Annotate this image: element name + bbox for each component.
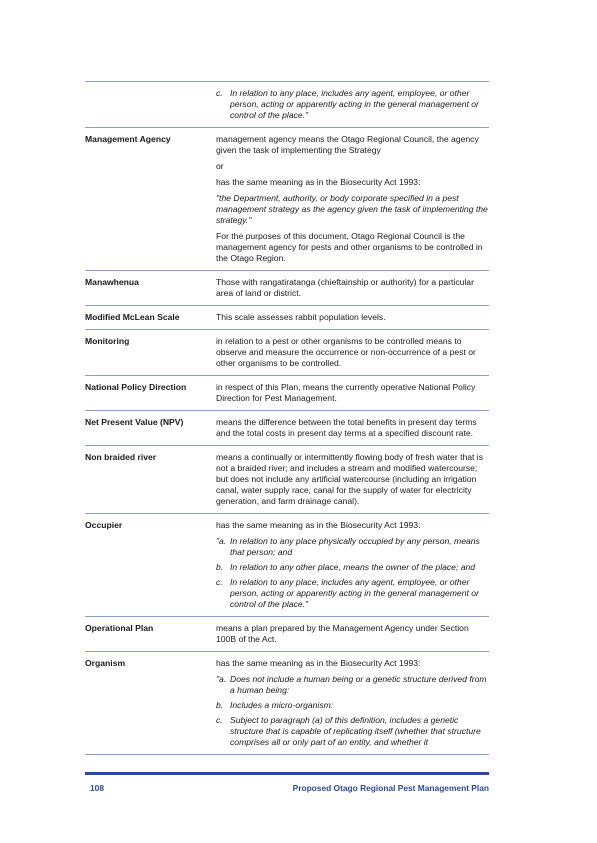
list-marker: "a. — [216, 674, 227, 684]
document-title: Proposed Otago Regional Pest Management Plan — [292, 783, 489, 793]
definition-row — [85, 513, 489, 616]
definition-row — [85, 329, 489, 375]
definition-row — [85, 81, 489, 127]
definition-text — [216, 658, 489, 748]
definition-term — [85, 88, 216, 121]
paragraph: means a continually or intermittently flowing body of fresh water that is not a braided river; and includes a stream and modified watercourse; but does not include any artificial watercourse (including an irrigation canal, water supply race, canal for the supply of water for electricity generation, and farm drainage canal). — [216, 452, 484, 506]
paragraph: management agency means the Otago Regional Council, the agency given the task of implementing the Strategy — [216, 134, 479, 155]
list-item-text: In relation to any other place, means the owner of the place; and — [230, 562, 476, 572]
definition-term: Monitoring — [85, 336, 130, 346]
list-item — [216, 562, 489, 573]
list-item-text: In relation to any place physically occupied by any person, means that person; and — [230, 536, 480, 557]
paragraph: This scale assesses rabbit population levels. — [216, 312, 386, 322]
definition-term: Management Agency — [85, 134, 171, 144]
list-item-text: In relation to any place, includes any agent, employee, or other person, acting or apparently acting in the general management or control of the place." — [230, 577, 479, 609]
paragraph: means a plan prepared by the Management Agency under Section 100B of the Act. — [216, 623, 469, 644]
list-marker: b. — [216, 700, 224, 710]
definition-term: Occupier — [85, 520, 123, 530]
definition-text — [216, 452, 489, 507]
list-item-text: In relation to any place, includes any agent, employee, or other person, acting or apparently acting in the general management or control of the place." — [230, 88, 479, 120]
list-item — [216, 88, 489, 121]
definition-term: Organism — [85, 658, 126, 668]
footer-rule — [85, 772, 489, 775]
definition-text — [216, 417, 489, 439]
page-number: 108 — [90, 783, 104, 793]
definition-text — [216, 277, 489, 299]
paragraph: has the same meaning as in the Biosecurity Act 1993: — [216, 520, 421, 530]
definition-term: Non braided river — [85, 452, 157, 462]
definition-term: Net Present Value (NPV) — [85, 417, 184, 427]
list-marker: c. — [216, 715, 223, 725]
paragraph: means the difference between the total benefits in present day terms and the total costs in present day terms at a specified discount rate. — [216, 417, 477, 438]
definition-text — [216, 336, 489, 369]
definition-term: National Policy Direction — [85, 382, 187, 392]
definition-row — [85, 445, 489, 513]
list-marker: c. — [216, 577, 223, 587]
list-marker: b. — [216, 562, 224, 572]
paragraph: Those with rangatiratanga (chieftainship or authority) for a particular area of land or district. — [216, 277, 474, 298]
definition-term: Modified McLean Scale — [85, 312, 180, 322]
definitions-table — [85, 81, 489, 755]
definition-text — [216, 520, 489, 610]
paragraph: has the same meaning as in the Biosecurity Act 1993: — [216, 658, 421, 668]
list-item — [216, 536, 489, 558]
list-item-text: Subject to paragraph (a) of this definition, includes a genetic structure that is capable of replicating itself (whether that structure comprises all or only part of an entity, and whether it — [230, 715, 481, 747]
definition-term: Manawhenua — [85, 277, 139, 287]
definition-row — [85, 127, 489, 270]
paragraph: in relation to a pest or other organisms to be controlled means to observe and measure the occurrence or non-occurrence of a pest or other organisms to be controlled. — [216, 336, 476, 368]
paragraph: or — [216, 161, 224, 171]
definition-row — [85, 375, 489, 410]
definition-text — [216, 382, 489, 404]
paragraph: in respect of this Plan, means the currently operative National Policy Direction for Pest Management. — [216, 382, 476, 403]
definition-text — [216, 312, 489, 323]
definition-text — [216, 88, 489, 121]
list-item — [216, 700, 489, 711]
paragraph: For the purposes of this document, Otago Regional Council is the management agency for pests and other organisms to be controlled in the Otago Region. — [216, 231, 483, 263]
definition-text — [216, 623, 489, 645]
definition-text — [216, 134, 489, 264]
definition-row — [85, 270, 489, 305]
definition-row — [85, 651, 489, 755]
list-item-text: Includes a micro-organism: — [230, 700, 334, 710]
paragraph: has the same meaning as in the Biosecurity Act 1993: — [216, 177, 421, 187]
definition-row — [85, 616, 489, 651]
paragraph: "the Department, authority, or body corporate specified in a pest management strategy as the agency given the task of implementing the strategy." — [216, 193, 488, 225]
list-item — [216, 577, 489, 610]
list-item-text: Does not include a human being or a genetic structure derived from a human being: — [230, 674, 487, 695]
list-item — [216, 674, 489, 696]
list-marker: c. — [216, 88, 223, 98]
list-marker: "a. — [216, 536, 227, 546]
definition-term: Operational Plan — [85, 623, 154, 633]
list-item — [216, 715, 489, 748]
definition-row — [85, 305, 489, 329]
definition-row — [85, 410, 489, 445]
